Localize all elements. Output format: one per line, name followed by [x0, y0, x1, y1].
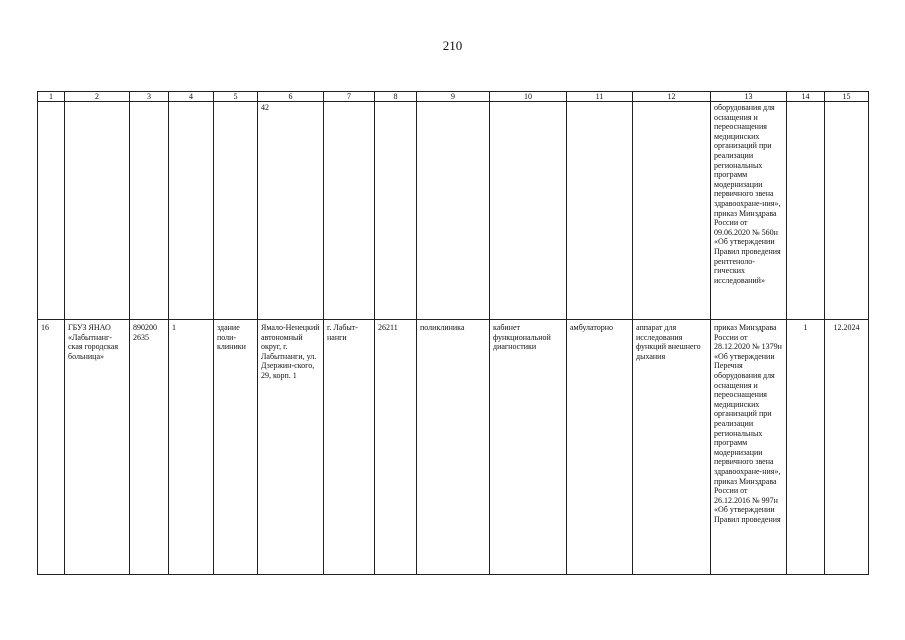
basis-cell: приказ Минздрава России от 28.12.2020 № 1379н «Об утверждении Перечня оборудования для оснащения и переоснащения медицинских организаций при реализации региональных программ модернизации первичного звена здравоохране-ния», приказ Минздрава России от 26.12.2016 № 997н «Об утверждении Правил проведения — [711, 320, 787, 575]
device-cell: аппарат для исследования функций внешнего дыхания — [633, 320, 711, 575]
table-cell — [417, 102, 490, 320]
header-cell: 10 — [490, 92, 567, 102]
header-cell: 8 — [375, 92, 417, 102]
column-4-cell: 1 — [169, 320, 214, 575]
header-cell: 15 — [825, 92, 869, 102]
table-cell — [490, 102, 567, 320]
table-cell — [214, 102, 258, 320]
table-cell — [787, 102, 825, 320]
header-cell: 1 — [38, 92, 65, 102]
table-cell — [567, 102, 633, 320]
table-cell — [38, 102, 65, 320]
table-cell — [825, 102, 869, 320]
building-cell: здание поли-клиники — [214, 320, 258, 575]
table-cell — [130, 102, 169, 320]
city-cell: г. Лабыт-нанги — [324, 320, 375, 575]
table-cell — [169, 102, 214, 320]
basis-continued-cell: оборудования для оснащения и переоснащения медицинских организаций при реализации региональных программ модернизации первичного звена здравоохране-ния», приказ Минздрава России от 09.06.2020 № 560н «Об утверждении Правил проведения рентгеноло-гических исследований» — [711, 102, 787, 320]
header-cell: 13 — [711, 92, 787, 102]
header-cell: 3 — [130, 92, 169, 102]
care-type-cell: амбулаторно — [567, 320, 633, 575]
header-cell: 6 — [258, 92, 324, 102]
page-number: 210 — [442, 38, 463, 53]
column-8-cell: 26211 — [375, 320, 417, 575]
address-cell: Ямало-Ненецкий автономный округ, г. Лабытнанги, ул. Дзержин-ского, 29, корп. 1 — [258, 320, 324, 575]
table-cell — [65, 102, 130, 320]
row-number-cell: 16 — [38, 320, 65, 575]
header-row — [38, 92, 869, 102]
quantity-cell: 1 — [787, 320, 825, 575]
header-cell: 14 — [787, 92, 825, 102]
address-continued-cell: 42 — [258, 102, 324, 320]
header-cell: 12 — [633, 92, 711, 102]
header-cell: 11 — [567, 92, 633, 102]
table-row-continued — [38, 102, 869, 320]
header-cell: 4 — [169, 92, 214, 102]
organization-cell: ГБУЗ ЯНАО «Лабытнанг-ская городская больница» — [65, 320, 130, 575]
date-cell: 12.2024 — [825, 320, 869, 575]
header-cell: 7 — [324, 92, 375, 102]
table-cell — [324, 102, 375, 320]
room-cell: кабинет функциональной диагностики — [490, 320, 567, 575]
table-cell — [375, 102, 417, 320]
header-cell: 5 — [214, 92, 258, 102]
unit-cell: поликлиника — [417, 320, 490, 575]
equipment-table — [37, 91, 869, 575]
header-cell: 9 — [417, 92, 490, 102]
table-row — [38, 320, 869, 575]
header-cell: 2 — [65, 92, 130, 102]
code-cell: 890200 2635 — [130, 320, 169, 575]
table-cell — [633, 102, 711, 320]
